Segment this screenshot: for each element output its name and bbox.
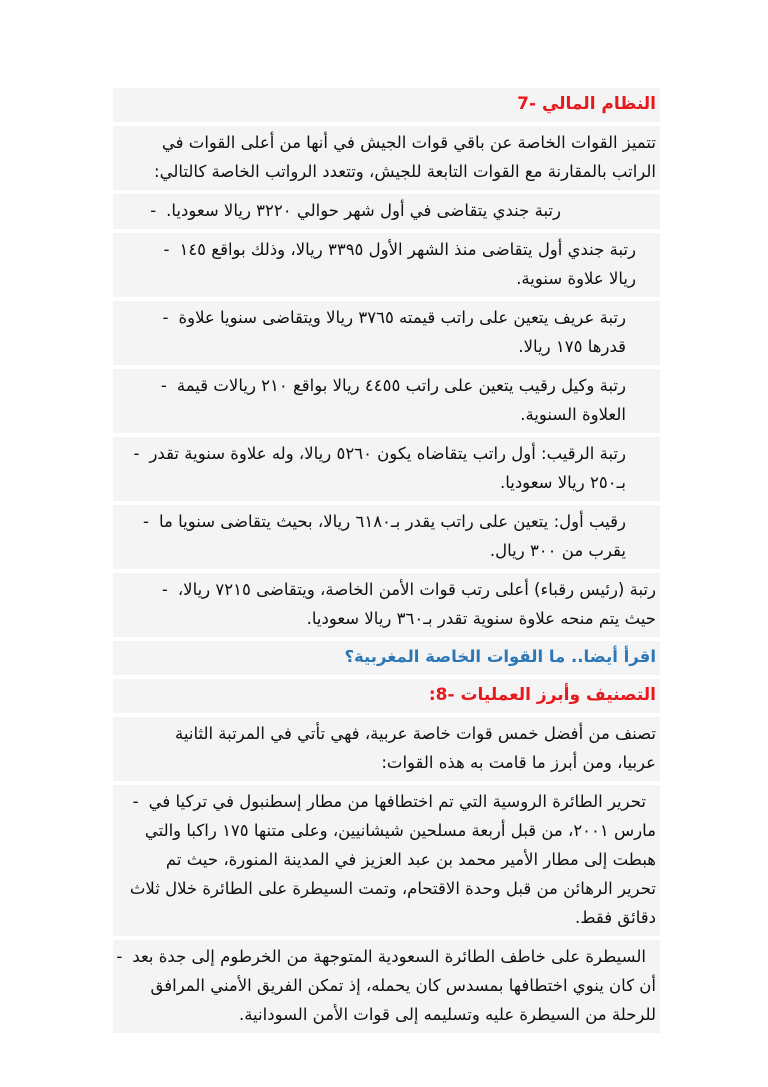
bullet-text: دقائق فقط. bbox=[574, 908, 656, 927]
bullet-dash: - bbox=[143, 512, 149, 531]
bullet-dash: - bbox=[133, 444, 140, 463]
bullet-text: ريالا علاوة سنوية. bbox=[516, 269, 636, 288]
list-item bbox=[113, 940, 660, 1033]
list-item bbox=[113, 369, 660, 433]
bullet-text: رتبة وكيل رقيب يتعين على راتب ٤٤٥٥ ريالا بواقع ٢١٠ ريالات قيمة bbox=[176, 376, 626, 395]
list-item bbox=[113, 573, 660, 637]
bullet-text: مارس ٢٠٠١، من قبل أربعة مسلحين شيشانيين، وعلى متنها ١٧٥ راكبا والتي bbox=[144, 821, 656, 840]
bullet-text: رقيب أول: يتعين على راتب يقدر بـ٦١٨٠ ريالا، بحيث يتقاضى سنويا ما bbox=[158, 512, 626, 531]
bullet-text: هبطت إلى مطار الأمير محمد بن عبد العزيز في المدينة المنورة، حيث تم bbox=[165, 850, 656, 869]
bullet-text: رتبة جندي أول يتقاضى منذ الشهر الأول ٣٣٩٥ ريالا، وذلك بواقع ١٤٥ bbox=[179, 240, 636, 259]
bullet-text: تحرير الطائرة الروسية التي تم اختطافها من مطار إسطنبول في تركيا في bbox=[148, 792, 646, 811]
section-7-intro bbox=[113, 126, 660, 190]
paragraph-line: تصنف من أفضل خمس قوات خاصة عربية، فهي تأتي في المرتبة الثانية bbox=[175, 724, 656, 743]
bullet-dash: - bbox=[162, 308, 169, 327]
bullet-dash: - bbox=[116, 947, 123, 966]
bullet-text: رتبة عريف يتعين على راتب قيمته ٣٧٦٥ ريالا ويتقاضى سنويا علاوة bbox=[178, 308, 626, 327]
list-item bbox=[113, 194, 660, 229]
read-more-block bbox=[113, 641, 660, 675]
section-8-intro bbox=[113, 717, 660, 781]
section-7-heading-block bbox=[113, 88, 660, 122]
section-7-heading: النظام المالي -7 bbox=[517, 94, 656, 114]
bullet-dash: - bbox=[163, 240, 170, 259]
section-8-heading-block bbox=[113, 679, 660, 713]
bullet-dash: - bbox=[160, 376, 167, 395]
bullet-text: تحرير الرهائن من قبل وحدة الاقتحام، وتمت السيطرة على الطائرة خلال ثلاث bbox=[129, 879, 656, 898]
bullet-text: يقرب من ٣٠٠ ريال. bbox=[489, 541, 626, 560]
list-item bbox=[113, 437, 660, 501]
bullet-text: حيث يتم منحه علاوة سنوية تقدر بـ٣٦٠ ريالا سعوديا. bbox=[306, 609, 656, 628]
list-item bbox=[113, 233, 660, 297]
list-item bbox=[113, 785, 660, 936]
bullet-text: قدرها ١٧٥ ريالا. bbox=[518, 337, 626, 356]
paragraph-line: تتميز القوات الخاصة عن باقي قوات الجيش في أنها من أعلى القوات في bbox=[161, 133, 656, 152]
bullet-dash: - bbox=[150, 201, 157, 220]
bullet-dash: - bbox=[132, 792, 139, 811]
article-body bbox=[113, 88, 660, 1037]
paragraph-line: عربيا، ومن أبرز ما قامت به هذه القوات: bbox=[381, 753, 656, 772]
bullet-text: السيطرة على خاطف الطائرة السعودية المتوجهة من الخرطوم إلى جدة بعد bbox=[132, 947, 646, 966]
list-item bbox=[113, 505, 660, 569]
read-more-link[interactable]: اقرأ أيضا.. ما القوات الخاصة المغربية؟ bbox=[344, 647, 656, 666]
bullet-text: رتبة (رئيس رقباء) أعلى رتب قوات الأمن الخاصة، ويتقاضى ٧٢١٥ ريالا، bbox=[177, 580, 656, 599]
list-item bbox=[113, 301, 660, 365]
bullet-text: أن كان ينوي اختطافها بمسدس كان يحمله، إذ تمكن الفريق الأمني المرافق bbox=[150, 976, 656, 995]
section-8-heading: التصنيف وأبرز العمليات -8: bbox=[428, 685, 656, 705]
bullet-text: رتبة جندي يتقاضى في أول شهر حوالي ٣٢٢٠ ريالا سعوديا. bbox=[166, 201, 561, 220]
bullet-dash: - bbox=[161, 580, 168, 599]
bullet-text: للرحلة من السيطرة عليه وتسليمه إلى قوات الأمن السودانية. bbox=[238, 1005, 656, 1024]
paragraph-line: الراتب بالمقارنة مع القوات التابعة للجيش، وتتعدد الرواتب الخاصة كالتالي: bbox=[154, 162, 656, 181]
bullet-text: العلاوة السنوية. bbox=[520, 405, 626, 424]
bullet-text: بـ٢٥٠ ريالا سعوديا. bbox=[499, 473, 626, 492]
bullet-text: رتبة الرقيب: أول راتب يتقاضاه يكون ٥٢٦٠ ريالا، وله علاوة سنوية تقدر bbox=[149, 444, 626, 463]
